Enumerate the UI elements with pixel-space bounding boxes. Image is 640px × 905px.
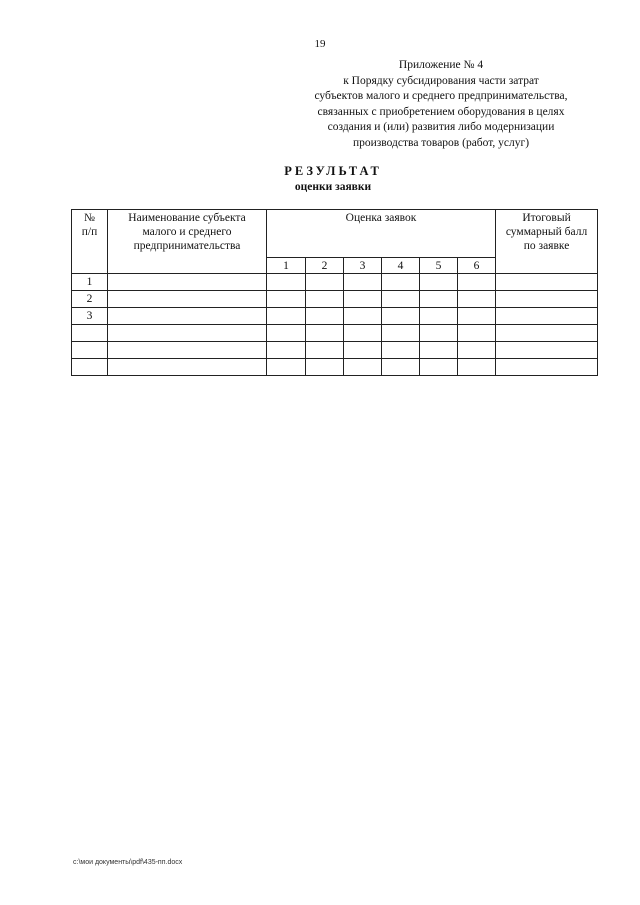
score-number: 3	[344, 258, 382, 274]
header-total-line: по заявке	[523, 240, 570, 252]
header-number	[72, 210, 108, 274]
cell	[382, 325, 420, 342]
cell	[344, 291, 382, 308]
cell	[458, 325, 496, 342]
header-number-line: №	[84, 212, 95, 224]
score-number: 2	[306, 258, 344, 274]
cell	[458, 359, 496, 376]
document-title: РЕЗУЛЬТАТ	[284, 164, 382, 178]
cell	[382, 291, 420, 308]
page-number: 19	[314, 38, 326, 50]
cell	[420, 342, 458, 359]
score-number: 6	[458, 258, 496, 274]
evaluation-table	[71, 209, 598, 376]
appendix-line: субъектов малого и среднего предпринимательства,	[314, 90, 568, 102]
table-header-row	[72, 210, 598, 258]
cell	[496, 274, 598, 291]
cell	[344, 342, 382, 359]
header-subject-name	[108, 210, 267, 274]
score-number: 5	[420, 258, 458, 274]
cell	[344, 274, 382, 291]
cell	[420, 308, 458, 325]
cell	[344, 359, 382, 376]
header-total-line: Итоговый	[522, 212, 571, 224]
table-row	[72, 274, 598, 291]
cell	[496, 325, 598, 342]
cell	[382, 359, 420, 376]
header-scores: Оценка заявок	[267, 210, 496, 258]
cell	[496, 291, 598, 308]
cell	[306, 325, 344, 342]
header-total	[496, 210, 598, 274]
cell	[267, 325, 306, 342]
document-subtitle: оценки заявки	[294, 181, 372, 193]
cell	[267, 359, 306, 376]
appendix-header	[288, 58, 594, 151]
cell	[108, 342, 267, 359]
row-number: 2	[72, 291, 108, 308]
cell	[306, 308, 344, 325]
cell	[108, 325, 267, 342]
row-number: 1	[72, 274, 108, 291]
cell	[306, 291, 344, 308]
appendix-line: создания и (или) развития либо модернизации	[327, 121, 555, 133]
appendix-line: связанных с приобретением оборудования в целях	[317, 105, 565, 118]
cell	[420, 325, 458, 342]
table-row	[72, 359, 598, 376]
score-number: 4	[382, 258, 420, 274]
cell	[108, 274, 267, 291]
cell	[420, 274, 458, 291]
cell	[382, 274, 420, 291]
appendix-line: Приложение № 4	[398, 59, 484, 71]
cell	[496, 308, 598, 325]
cell	[496, 359, 598, 376]
cell	[458, 291, 496, 308]
row-number	[72, 325, 108, 342]
cell	[420, 359, 458, 376]
cell	[306, 359, 344, 376]
cell	[344, 308, 382, 325]
table-row	[72, 291, 598, 308]
cell	[267, 274, 306, 291]
row-number	[72, 342, 108, 359]
score-number: 1	[267, 258, 306, 274]
header-subject-line: малого и среднего	[142, 226, 232, 238]
cell	[306, 342, 344, 359]
cell	[458, 274, 496, 291]
cell	[382, 342, 420, 359]
cell	[458, 308, 496, 325]
header-number-line: п/п	[81, 226, 98, 238]
header-subject-line: Наименование субъекта	[128, 212, 246, 224]
appendix-line: производства товаров (работ, услуг)	[352, 136, 530, 149]
table-row	[72, 308, 598, 325]
cell	[267, 308, 306, 325]
cell	[108, 308, 267, 325]
table-row	[72, 325, 598, 342]
cell	[267, 342, 306, 359]
cell	[108, 291, 267, 308]
header-subject-line: предпринимательства	[133, 240, 241, 252]
cell	[458, 342, 496, 359]
file-path-footer: c:\мои документы\pdf\435-пп.docx	[73, 859, 183, 866]
table-row	[72, 342, 598, 359]
header-total-line: суммарный балл	[505, 226, 588, 238]
cell	[496, 342, 598, 359]
row-number	[72, 359, 108, 376]
row-number: 3	[72, 308, 108, 325]
cell	[267, 291, 306, 308]
cell	[306, 274, 344, 291]
appendix-line: к Порядку субсидирования части затрат	[343, 74, 539, 87]
cell	[420, 291, 458, 308]
cell	[344, 325, 382, 342]
cell	[108, 359, 267, 376]
cell	[382, 308, 420, 325]
